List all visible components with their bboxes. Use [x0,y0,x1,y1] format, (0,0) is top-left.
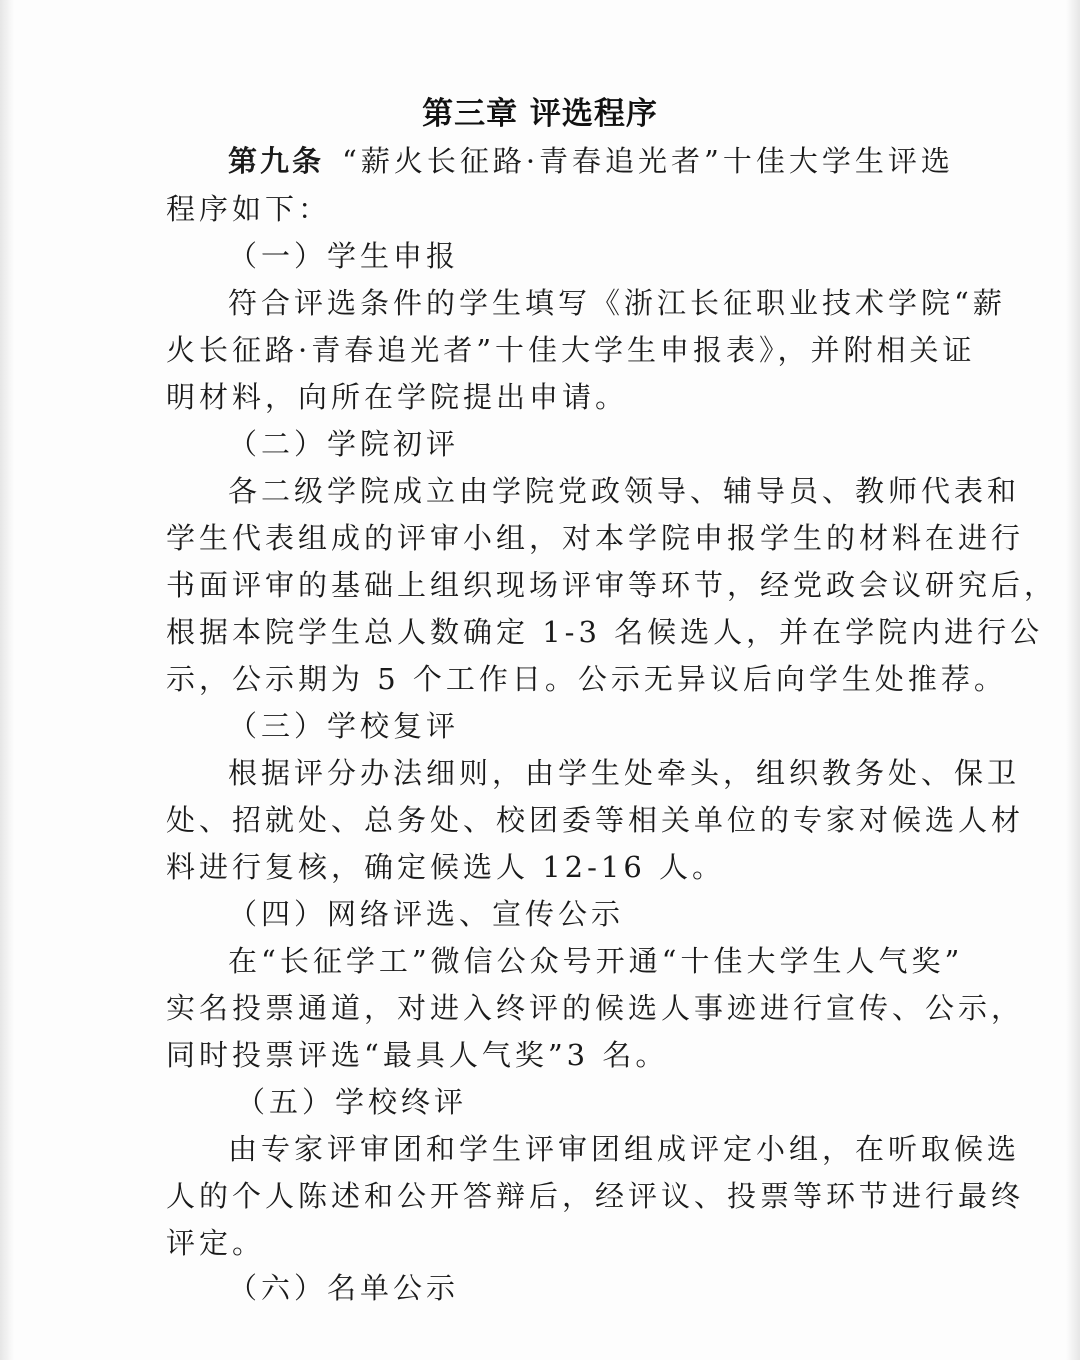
section-2-line-1: 各二级学院成立由学院党政领导、辅导员、教师代表和 [228,474,1021,508]
section-2-line-2: 学生代表组成的评审小组，对本学院申报学生的材料在进行 [166,521,1025,555]
section-5-line-1: 由专家评审团和学生评审团组成评定小组，在听取候选 [228,1132,1021,1166]
section-heading-1: （一）学生申报 [228,239,460,273]
article-text-line-2: 程序如下： [166,192,332,226]
section-heading-4: （四）网络评选、宣传公示 [228,897,625,931]
section-1-line-3: 明材料，向所在学院提出申请。 [166,380,629,414]
article-line-1 [228,141,954,181]
page-left-edge-shadow [0,0,14,1360]
section-5-line-3: 评定。 [166,1226,266,1260]
section-3-line-2: 处、招就处、总务处、校团委等相关单位的专家对候选人材 [166,803,1025,837]
section-heading-2: （二）学院初评 [228,427,460,461]
article-text-line-1: “薪火长征路·青春追光者”十佳大学生评选 [342,144,954,178]
section-heading-6: （六）名单公示 [228,1271,460,1305]
chapter-title: 第三章 评选程序 [422,96,658,132]
section-4-line-1: 在“长征学工”微信公众号开通“十佳大学生人气奖” [228,944,964,978]
section-5-line-2: 人的个人陈述和公开答辩后，经评议、投票等环节进行最终 [166,1179,1025,1213]
section-2-line-5: 示，公示期为 5 个工作日。公示无异议后向学生处推荐。 [166,662,1007,696]
section-2-line-4: 根据本院学生总人数确定 1-3 名候选人，并在学院内进行公 [166,615,1044,649]
section-heading-5: （五）学校终评 [236,1085,468,1119]
section-4-line-2: 实名投票通道，对进入终评的候选人事迹进行宣传、公示， [166,991,1025,1025]
section-2-line-3: 书面评审的基础上组织现场评审等环节，经党政会议研究后， [166,568,1058,602]
section-3-line-3: 料进行复核，确定候选人 12-16 人。 [166,850,726,884]
page-right-edge-shadow [1066,0,1080,1360]
article-label: 第九条 [228,144,325,178]
section-heading-3: （三）学校复评 [228,709,460,743]
section-1-line-2: 火长征路·青春追光者”十佳大学生申报表》，并附相关证 [166,333,976,367]
section-1-line-1: 符合评选条件的学生填写《浙江长征职业技术学院“薪 [228,286,1006,320]
section-4-line-3: 同时投票评选“最具人气奖”3 名。 [166,1038,669,1072]
section-3-line-1: 根据评分办法细则，由学生处牵头，组织教务处、保卫 [228,756,1021,790]
